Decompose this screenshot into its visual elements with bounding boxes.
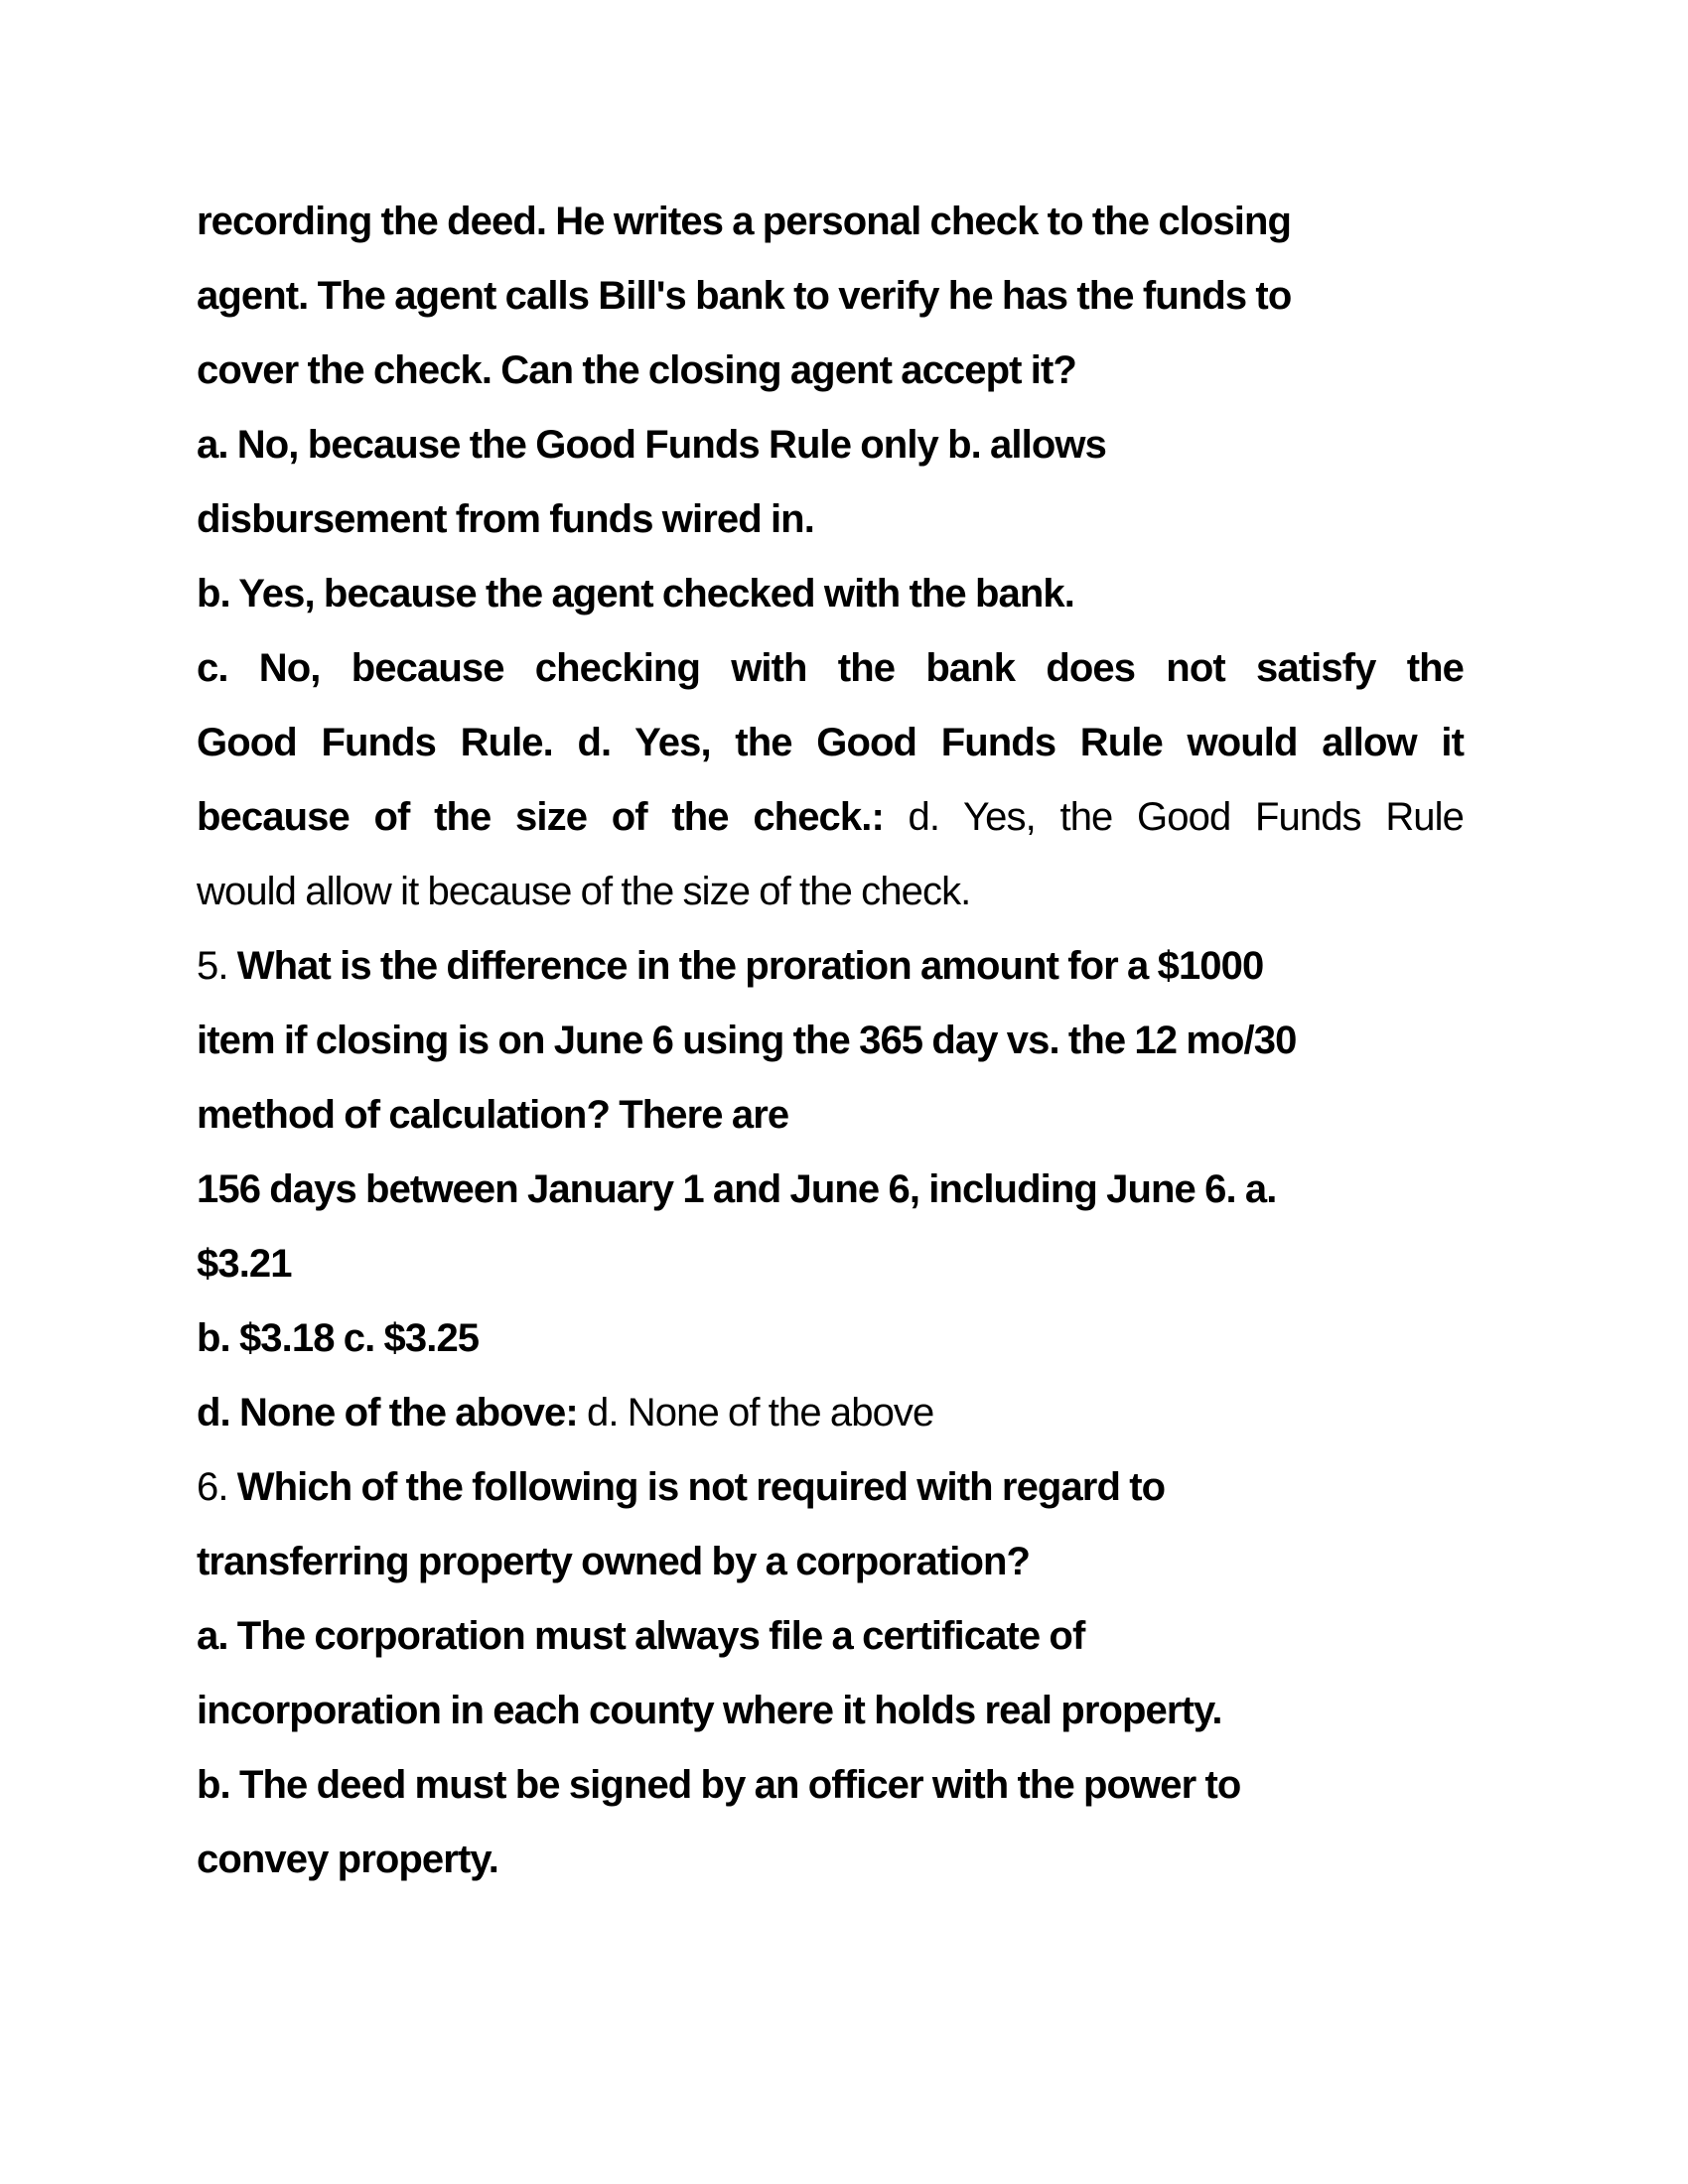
text-line [197,1823,1464,1897]
bold-text: Which of the following is not required with regard to [236,1465,1166,1509]
bold-text: $3.21 [197,1242,292,1286]
bold-text: because of the size of the check.: [197,795,884,839]
text-line [197,408,1464,482]
text-line [197,631,1464,706]
bold-text: cover the check. Can the closing agent accept it? [197,348,1076,392]
text-line [197,334,1464,408]
text-line [197,1004,1464,1078]
answer-text: d. Yes, the Good Funds Rule [883,795,1464,839]
text-line [197,1674,1464,1748]
text-line [197,780,1464,855]
text-line [197,1748,1464,1823]
bold-text: Good Funds Rule. d. Yes, the Good Funds Rule would allow it [197,721,1464,764]
text-line [197,482,1464,557]
document-page [197,185,1464,1897]
bold-text: 156 days between January 1 and June 6, including June 6. a. [197,1167,1277,1211]
text-line [197,185,1464,259]
bold-text: c. No, because checking with the bank does not satisfy the [197,646,1464,690]
text-line [197,929,1464,1004]
bold-text: agent. The agent calls Bill's bank to verify he has the funds to [197,274,1292,318]
bold-text: b. Yes, because the agent checked with the bank. [197,572,1074,615]
bold-text: item if closing is on June 6 using the 365 day vs. the 12 mo/30 [197,1019,1297,1062]
text-line [197,1301,1464,1376]
text-line [197,1078,1464,1153]
bold-text: recording the deed. He writes a personal check to the closing [197,200,1292,243]
bold-text: method of calculation? There are [197,1093,789,1137]
text-line [197,1227,1464,1301]
answer-text: 5. [197,944,237,988]
bold-text: convey property. [197,1838,498,1881]
bold-text: disbursement from funds wired in. [197,497,814,541]
text-line [197,855,1464,929]
bold-text: incorporation in each county where it holds real property. [197,1689,1222,1732]
bold-text: b. The deed must be signed by an officer with the power to [197,1763,1241,1807]
bold-text: What is the difference in the proration amount for a $1000 [236,944,1264,988]
text-line [197,1525,1464,1599]
answer-text: 6. [197,1465,237,1509]
answer-text: would allow it because of the size of the check. [197,870,971,913]
text-line [197,1599,1464,1674]
text-line [197,1450,1464,1525]
bold-text: d. None of the above: [197,1391,578,1434]
bold-text: a. No, because the Good Funds Rule only b. allows [197,423,1106,467]
answer-text: d. None of the above [577,1391,934,1434]
text-line [197,1153,1464,1227]
text-line [197,706,1464,780]
bold-text: b. $3.18 c. $3.25 [197,1316,480,1360]
text-line [197,1376,1464,1450]
bold-text: a. The corporation must always file a certificate of [197,1614,1085,1658]
text-line [197,557,1464,631]
bold-text: transferring property owned by a corporation? [197,1540,1031,1583]
text-line [197,259,1464,334]
